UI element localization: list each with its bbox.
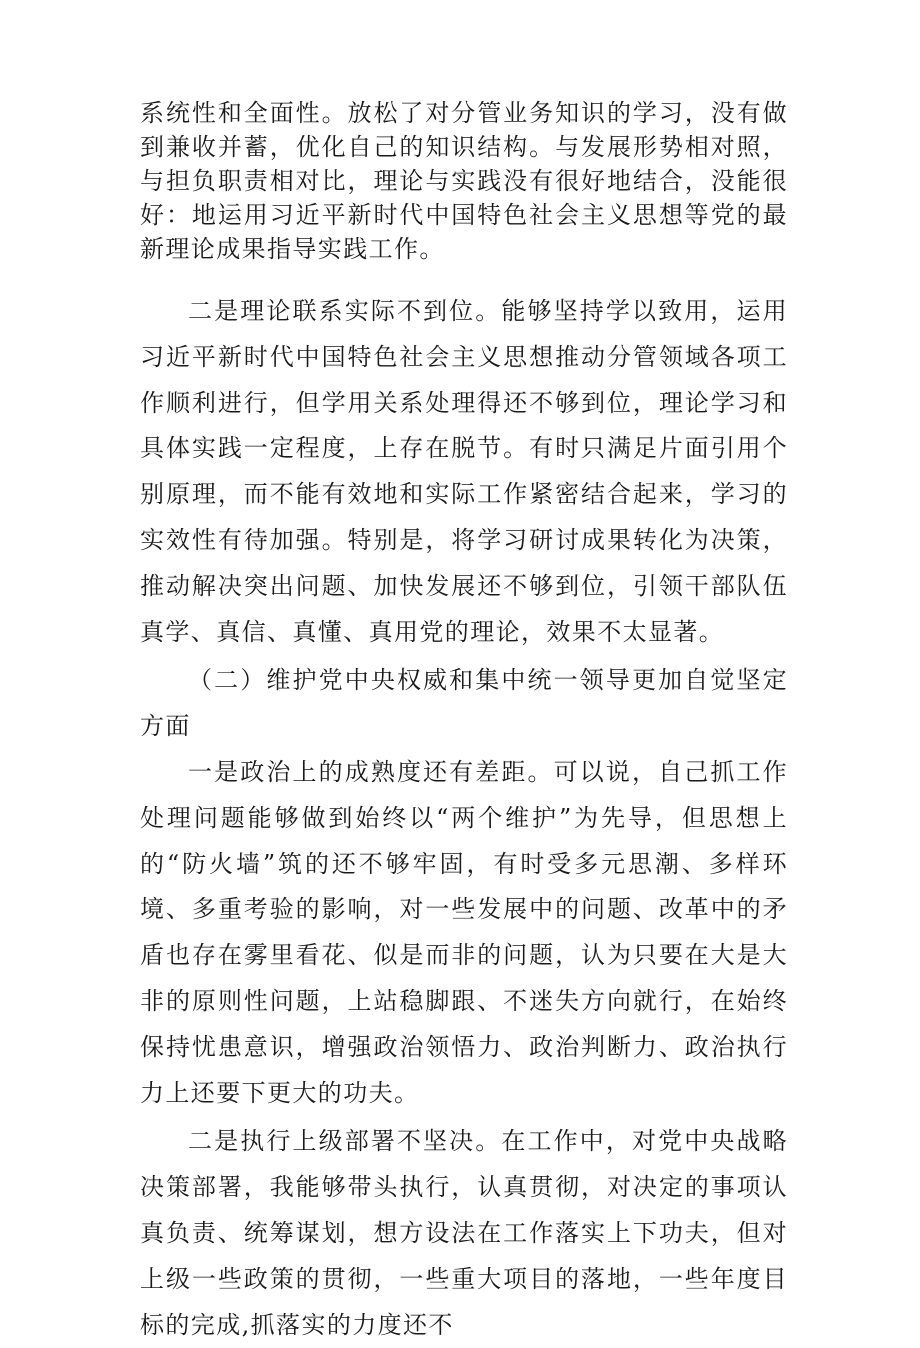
document-body xyxy=(140,96,788,1348)
paragraph-continuation: 系统性和全面性。放松了对分管业务知识的学习，没有做到兼收并蓄，优化自己的知识结构。与发展形势相对照，与担负职责相对比，理论与实践没有很好地结合，没能很好：地运用习近平新时代中国特色社会主义思想等党的最新理论成果指导实践工作。 xyxy=(140,99,788,263)
paragraph-political-maturity: 一是政治上的成熟度还有差距。可以说，自己抓工作处理问题能够做到始终以“两个维护”为先导，但思想上的“防火墙”筑的还不够牢固，有时受多元思潮、多样环境、多重考验的影响，对一些发展中的问题、改革中的矛盾也存在雾里看花、似是而非的问题，认为只要在大是大非的原则性问题，上站稳脚跟、不迷失方向就行，在始终保持忧患意识，增强政治领悟力、政治判断力、政治执行力上还要下更大的功夫。 xyxy=(140,757,788,1107)
paragraph-theory-practice: 二是理论联系实际不到位。能够坚持学以致用，运用习近平新时代中国特色社会主义思想推动分管领域各项工作顺利进行，但学用关系处理得还不够到位，理论学习和具体实践一定程度，上存在脱节。有时只满足片面引用个别原理，而不能有效地和实际工作紧密结合起来，学习的实效性有待加强。特别是，将学习研讨成果转化为决策，推动解决突出问题、加快发展还不够到位，引领干部队伍真学、真信、真懂、真用党的理论，效果不太显著。 xyxy=(140,297,788,646)
paragraph-execution: 二是执行上级部署不坚决。在工作中，对党中央战略决策部署，我能够带头执行，认真贯彻，对决定的事项认真负责、统筹谋划，想方设法在工作落实上下功夫，但对上级一些政策的贯彻，一些重大项目的落地，一些年度目标的完成,抓落实的力度还不 xyxy=(140,1127,788,1339)
section-heading: （二）维护党中央权威和集中统一领导更加自觉坚定方面 xyxy=(140,666,788,741)
